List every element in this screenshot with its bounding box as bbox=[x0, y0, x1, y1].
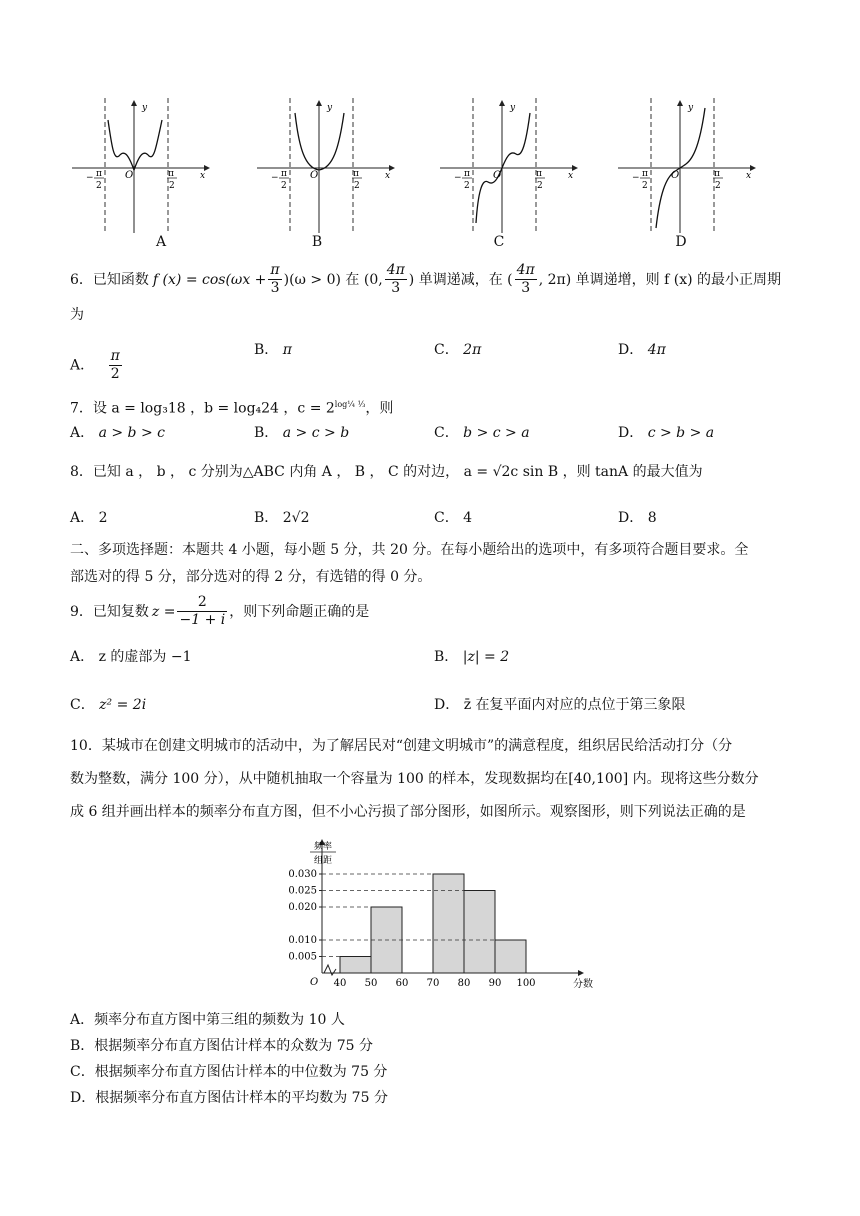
q6-option-d[interactable]: D． 4π bbox=[618, 342, 666, 358]
section2-line1: 二、多项选择题：本题共 4 小题，每小题 5 分，共 20 分。在每小题给出的选项中，有多项符合题目要求。全 bbox=[70, 542, 749, 558]
q7-option-d[interactable]: D． c > b > a bbox=[618, 425, 715, 441]
minus-sign: − bbox=[271, 173, 279, 183]
y-tick-label: 0.025 bbox=[288, 885, 317, 897]
q9-fraction: $\frac{2}{-1 + i}$ bbox=[179, 594, 226, 628]
x-tick-label: 100 bbox=[516, 978, 536, 989]
graph-c-label: C bbox=[493, 234, 505, 250]
y-axis-label: y bbox=[688, 103, 694, 113]
q10-option-c[interactable]: C．根据频率分布直方图估计样本的中位数为 75 分 bbox=[70, 1064, 388, 1080]
x-tick-label: 50 bbox=[364, 978, 378, 989]
graph-d bbox=[618, 98, 763, 233]
q8-stem: 8．已知 a ， b ， c 分别为△ABC 内角 A ， B ， C 的对边， a = √2c sin B ，则 tanA 的最大值为 bbox=[70, 464, 703, 480]
y-tick-label: 0.005 bbox=[288, 951, 317, 963]
x-tick-label: 70 bbox=[426, 978, 440, 989]
q6-option-a-frac: $\frac{\pi}{2}$ bbox=[110, 348, 120, 382]
origin-label: O bbox=[310, 170, 319, 181]
q10-option-a[interactable]: A．频率分布直方图中第三组的频数为 10 人 bbox=[70, 1012, 345, 1028]
y-tick-label: 0.030 bbox=[288, 869, 317, 880]
y-tick-label: 0.020 bbox=[288, 902, 317, 913]
q9-option-d[interactable]: D． z̄ 在复平面内对应的点位于第三象限 bbox=[434, 697, 686, 713]
q8-option-b[interactable]: B． 2√2 bbox=[254, 510, 310, 526]
pi-label: π bbox=[168, 169, 174, 179]
q9-option-b[interactable]: B． |z| = 2 bbox=[434, 649, 510, 665]
q6-prefix: 6．已知函数 bbox=[70, 271, 149, 288]
origin-label: O bbox=[125, 170, 134, 181]
histogram-bar bbox=[340, 957, 371, 974]
q10-line2: 数为整数，满分 100 分），从中随机抽取一个容量为 100 的样本，发现数据均在[40,100] 内。现将这些分数分 bbox=[70, 771, 759, 787]
q6-frac-pi3: $\frac{\pi}{3}$ bbox=[270, 262, 280, 296]
section2-line2: 部选对的得 5 分，部分选对的得 2 分，有选错的得 0 分。 bbox=[70, 569, 432, 585]
q6-cond: )(ω > 0) 在 (0, bbox=[283, 271, 383, 288]
two-label: 2 bbox=[642, 181, 648, 191]
x-tick-label: 80 bbox=[457, 978, 471, 989]
minus-sign: − bbox=[632, 173, 640, 183]
two-label: 2 bbox=[169, 181, 175, 191]
xlabel: 分数 bbox=[573, 979, 593, 990]
pi-label: π bbox=[714, 169, 720, 179]
graph-a-label: A bbox=[155, 234, 167, 250]
minus-sign: − bbox=[454, 173, 462, 183]
graph-a bbox=[72, 98, 217, 233]
graph-b-label: B bbox=[311, 234, 323, 250]
origin-label: O bbox=[493, 170, 502, 181]
y-axis-label: y bbox=[327, 103, 333, 113]
pi-label: π bbox=[642, 169, 648, 179]
minus-sign: − bbox=[86, 173, 94, 183]
origin-label: O bbox=[671, 170, 680, 181]
x-axis-arrow bbox=[578, 970, 584, 976]
q6-tail: , 2π) 单调递增，则 f (x) 的最小正周期 bbox=[538, 271, 782, 288]
q7-stem: 7．设 a = log₃18 ，b = log₄24 ，$c = 2^{log\frac{1}{4} \frac{1}{3}}$，则 bbox=[70, 400, 394, 417]
two-label: 2 bbox=[96, 181, 102, 191]
histogram bbox=[280, 835, 593, 995]
y-tick-label: 0.010 bbox=[288, 935, 317, 946]
x-tick-label: 40 bbox=[333, 978, 347, 989]
x-axis-label: x bbox=[385, 171, 391, 181]
q6-option-b[interactable]: B． π bbox=[254, 342, 292, 358]
x-axis-label: x bbox=[200, 171, 206, 181]
y-axis-label: y bbox=[510, 103, 516, 113]
q7-option-c[interactable]: C． b > c > a bbox=[434, 425, 530, 441]
q6-line2: 为 bbox=[70, 307, 84, 323]
pi-label: π bbox=[536, 169, 542, 179]
two-label: 2 bbox=[464, 181, 470, 191]
histogram-bar bbox=[433, 874, 464, 973]
ylabel-top: 频率 bbox=[313, 842, 333, 852]
histogram-bar bbox=[464, 891, 495, 974]
q6-frac-4pi3: $\frac{4\pi}{3}$ bbox=[386, 262, 405, 296]
histogram-bar bbox=[495, 940, 526, 973]
q9-stem: 9．已知复数 z = $\frac{2}{-1 + i}$ ，则下列命题正确的是 bbox=[70, 594, 370, 628]
two-label: 2 bbox=[537, 181, 543, 191]
q7-option-b[interactable]: B． a > c > b bbox=[254, 425, 350, 441]
q10-line3: 成 6 组并画出样本的频率分布直方图，但不小心污损了部分图形，如图所示。观察图形，则下列说法正确的是 bbox=[70, 804, 746, 820]
pi-label: π bbox=[96, 169, 102, 179]
two-label: 2 bbox=[715, 181, 721, 191]
two-label: 2 bbox=[354, 181, 360, 191]
q8-option-c[interactable]: C． 4 bbox=[434, 510, 473, 526]
ylabel-bottom: 组距 bbox=[313, 856, 333, 866]
graph-d-label: D bbox=[675, 234, 687, 250]
q8-option-a[interactable]: A． 2 bbox=[70, 510, 108, 526]
x-axis-label: x bbox=[568, 171, 574, 181]
q6-frac-4pi3b: $\frac{4\pi}{3}$ bbox=[516, 262, 535, 296]
q6-mid: ) 单调递减，在 ( bbox=[408, 271, 513, 288]
origin-label: O bbox=[310, 977, 319, 988]
graph-c bbox=[440, 98, 585, 233]
x-tick-label: 60 bbox=[395, 978, 409, 989]
pi-label: π bbox=[464, 169, 470, 179]
q6-fx: f (x) = cos(ωx + bbox=[152, 271, 267, 288]
y-axis-label: y bbox=[142, 103, 148, 113]
q10-option-b[interactable]: B．根据频率分布直方图估计样本的众数为 75 分 bbox=[70, 1038, 374, 1054]
pi-label: π bbox=[353, 169, 359, 179]
q6-stem bbox=[70, 262, 781, 297]
pi-label: π bbox=[281, 169, 287, 179]
q7-option-a[interactable]: A． a > b > c bbox=[70, 425, 165, 441]
x-axis-label: x bbox=[746, 171, 752, 181]
q10-line1: 10．某城市在创建文明城市的活动中，为了解居民对“创建文明城市”的满意程度，组织居民给活动打分（分 bbox=[70, 738, 733, 754]
q9-option-c[interactable]: C． z² = 2i bbox=[70, 697, 147, 713]
two-label: 2 bbox=[281, 181, 287, 191]
x-tick-label: 90 bbox=[488, 978, 502, 989]
q9-option-a[interactable]: A． z 的虚部为 −1 bbox=[70, 649, 192, 665]
q6-option-c[interactable]: C． 2π bbox=[434, 342, 482, 358]
q8-option-d[interactable]: D． 8 bbox=[618, 510, 657, 526]
q6-option-a[interactable]: A． $\frac{\pi}{2}$ bbox=[70, 348, 120, 382]
q10-option-d[interactable]: D．根据频率分布直方图估计样本的平均数为 75 分 bbox=[70, 1090, 388, 1106]
graph-b bbox=[257, 98, 402, 233]
